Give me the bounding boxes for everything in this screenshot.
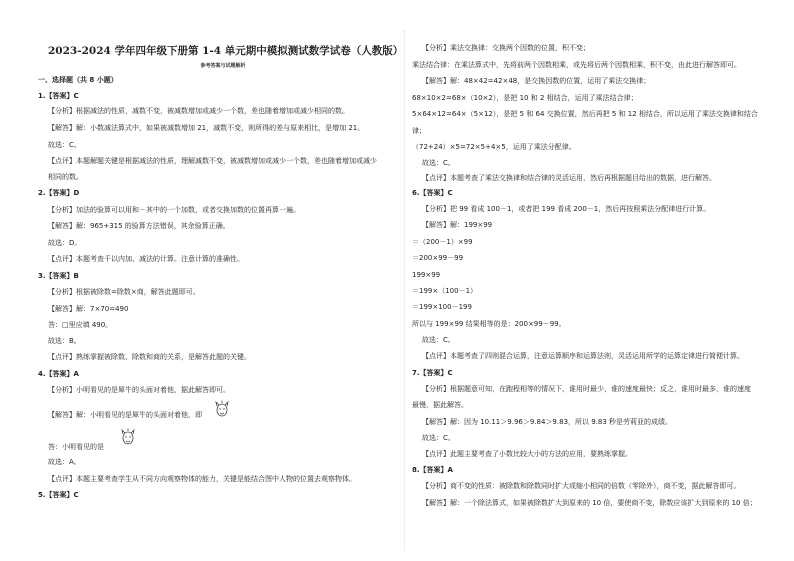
- text-line: 2.【答案】D: [38, 189, 80, 197]
- text-line: 故选：B。: [48, 337, 81, 345]
- text-line: 【分析】商不变的性质：被除数和除数同时扩大或缩小相同的倍数（零除外），商不变，据此解答即可。: [422, 482, 741, 490]
- text-line: 故选：A。: [48, 458, 81, 466]
- text-line: 【点评】本题主要考查学生从不同方向观察物体的能力，关键是能结合图中人物的位置去观察物体。: [48, 475, 356, 483]
- text-line: 【分析】根据题意可知，在跑程相等的情况下，谁用时最少，谁的速度最快；反之，谁用时最多，谁的速度: [422, 385, 751, 393]
- text-line: 最慢，据此解答。: [412, 401, 468, 409]
- text-line: 一、选择题（共 8 小题）: [38, 76, 118, 84]
- text-line: 故选：C。: [422, 159, 455, 167]
- text-line: 【解答】解：199×99: [422, 221, 493, 229]
- rhino-face-icon: [215, 400, 229, 418]
- text-line: 6.【答案】C: [412, 189, 453, 197]
- column-divider: [404, 30, 405, 550]
- text-line: ＝200×99－99: [412, 254, 464, 262]
- text-line: ＝（200－1）×99: [412, 238, 473, 246]
- text-line: 【点评】熟练掌握被除数、除数和商的关系，是解答此题的关键。: [48, 353, 251, 361]
- text-line: 7.【答案】C: [412, 369, 453, 377]
- text-line: 【解答】解：小数减法算式中，如果被减数增加 21，减数不变，则所得的差与原来相比，是增加 21。: [48, 124, 365, 132]
- text-line: 【点评】本题考查了四则混合运算，注意运算顺序和运算法则，灵活运用所学的运算定律进行简便计算。: [422, 352, 744, 360]
- text-line: 【分析】小明看见的是犀牛的头面对着他，据此解答即可。: [48, 386, 230, 394]
- text-line: 【点评】本题解题关键是根据减法的性质，理解减数不变，被减数增加或减少一个数，差也随着增加或减少: [48, 157, 377, 165]
- text-line: 4.【答案】A: [38, 370, 79, 378]
- text-line: 答：小明看见的是: [48, 443, 104, 451]
- text-line: 故选：C。: [422, 434, 455, 442]
- text-line: 【分析】根据被除数=除数×商，解答此题即可。: [48, 288, 200, 296]
- text-line: 故选：D。: [48, 239, 82, 247]
- text-line: 【解答】解：小明看见的是犀牛的头面对着他，即: [48, 411, 202, 419]
- text-line: 3.【答案】B: [38, 272, 79, 280]
- text-line: 相同的数。: [48, 173, 83, 181]
- text-line: 所以与 199×99 结果相等的是：200×99－99。: [412, 320, 566, 328]
- rhino-face-icon: [121, 428, 135, 446]
- text-line: 【分析】把 99 看成 100－1，或者把 199 看成 200－1，然后再按照乘法分配律进行计算。: [422, 205, 711, 213]
- text-line: 【点评】本题考查千以内加、减法的计算。注意计算的准确性。: [48, 255, 244, 263]
- text-line: 1.【答案】C: [38, 92, 79, 100]
- text-line: 【解答】解：因为 10.11＞9.96＞9.84＞9.83，所以 9.83 秒是劳莉亚的成绩。: [422, 418, 673, 426]
- text-line: 5×64×12=64×（5×12），是把 5 和 64 交换位置，然后再把 5 和 12 相结合，所以运用了乘法交换律和结合: [412, 110, 758, 118]
- text-line: 【分析】根据减法的性质，减数不变，被减数增加或减少一个数，差也随着增加或减少相同的数。: [48, 107, 349, 115]
- text-line: ＝199×100－199: [412, 303, 472, 311]
- text-line: （72+24）×5=72×5+4×5，运用了乘法分配律。: [412, 143, 576, 151]
- text-line: 【分析】乘法交换律：交换两个因数的位置，积不变；: [422, 44, 590, 52]
- text-line: 故选：C。: [48, 141, 81, 149]
- text-line: 199×99: [412, 271, 441, 279]
- text-line: ＝199×（100－1）: [412, 287, 478, 295]
- text-line: 8.【答案】A: [412, 466, 453, 474]
- text-line: 【分析】加法的验算可以用和－其中的一个加数，或者交换加数的位置再算一遍。: [48, 206, 300, 214]
- page-title: 2023-2024 学年四年级下册第 1-4 单元期中模拟测试数学试卷（人教版）: [48, 45, 404, 57]
- text-line: 答：□里应填 490。: [48, 321, 113, 329]
- text-line: 故选：C。: [422, 336, 455, 344]
- page-subtitle: 参考答案与试题解析: [200, 63, 246, 69]
- text-line: 68×10×2=68×（10×2），是把 10 和 2 相结合，运用了乘法结合律；: [412, 94, 638, 102]
- text-line: 【解答】解：7×70=490: [48, 305, 129, 313]
- text-line: 乘法结合律：在乘法算式中，先将前两个因数相乘，或先将后两个因数相乘，积不变，由此进行解答即可。: [412, 61, 741, 69]
- text-line: 【解答】解：965+315 的验算方法错误，其余验算正确。: [48, 222, 230, 230]
- text-line: 律；: [412, 127, 426, 135]
- text-line: 5.【答案】C: [38, 491, 79, 499]
- text-line: 【点评】此题主要考查了小数比较大小的方法的应用，要熟练掌握。: [422, 450, 632, 458]
- text-line: 【解答】解：一个除法算式，如果被除数扩大到原来的 10 倍，要使商不变，除数应该扩大到原来的 10 倍；: [422, 499, 757, 507]
- text-line: 【点评】本题考查了乘法交换律和结合律的灵活运用，然后再根据题目给出的数据，进行解答。: [422, 174, 716, 182]
- text-line: 【解答】解：48×42=42×48，是交换因数的位置，运用了乘法交换律；: [422, 77, 651, 85]
